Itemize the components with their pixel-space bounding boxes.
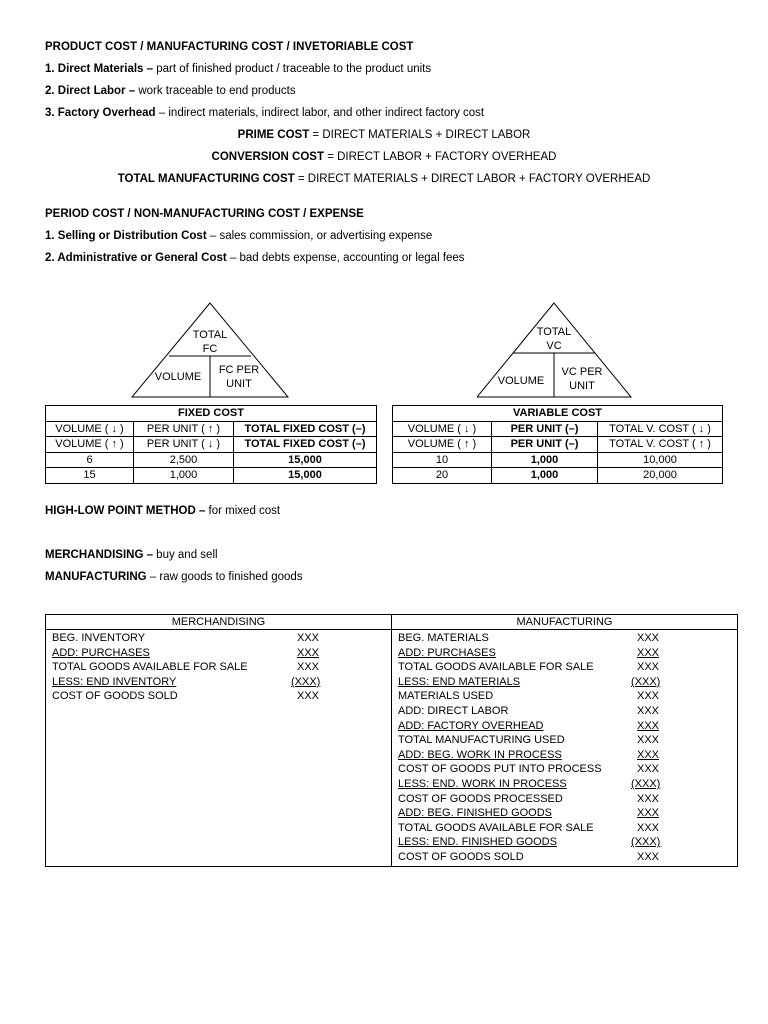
ledger-row-amount: XXX [637, 748, 660, 761]
product-item-factory-overhead: 3. Factory Overhead – indirect materials, indirect labor, and other indirect factory cost [45, 107, 485, 119]
manufacturing-ledger-title: MANUFACTURING [392, 615, 737, 630]
fixed-triangle-left-label: VOLUME [154, 371, 202, 383]
fixed-cost-table [45, 405, 377, 484]
table-row: 15 1,000 15,000 [46, 468, 377, 484]
merchandising-ledger-title: MERCHANDISING [46, 615, 391, 630]
period-item-administrative: 2. Administrative or General Cost – bad debts expense, accounting or legal fees [45, 252, 465, 264]
ledger-row-amount: (XXX) [631, 836, 661, 849]
variable-triangle-left-label: VOLUME [497, 375, 545, 387]
ledger-row-label: TOTAL GOODS AVAILABLE FOR SALE [52, 661, 248, 674]
product-item-direct-materials: 1. Direct Materials – part of finished product / traceable to the product units [45, 63, 432, 75]
ledger-row-label: ADD: BEG. WORK IN PROCESS [398, 748, 562, 761]
manufacturing-ledger [391, 614, 738, 867]
fixed-cost-triangle [130, 300, 290, 400]
ledger-row-label: COST OF GOODS SOLD [398, 851, 524, 863]
ledger-row-label: ADD: FACTORY OVERHEAD [398, 719, 544, 732]
ledger-row-amount: XXX [637, 719, 660, 732]
fixed-cost-table-title: FIXED COST [46, 406, 377, 422]
ledger-row-label: LESS: END INVENTORY [52, 675, 177, 688]
ledger-row-amount: XXX [637, 705, 660, 717]
merchandising-ledger [45, 614, 392, 867]
product-item-direct-labor: 2. Direct Labor – work traceable to end products [45, 85, 296, 97]
merchandising-definition: MERCHANDISING – buy and sell [45, 549, 218, 561]
ledger-row-amount: (XXX) [631, 675, 661, 688]
ledger-row-label: COST OF GOODS SOLD [52, 690, 178, 703]
ledger-row-amount: XXX [637, 807, 660, 820]
period-item-selling: 1. Selling or Distribution Cost – sales commission, or advertising expense [45, 230, 433, 242]
ledger-row-label: LESS: END. WORK IN PROCESS [398, 778, 567, 790]
ledger-row-label: TOTAL MANUFACTURING USED [398, 734, 565, 747]
ledger-row-amount: XXX [297, 690, 320, 703]
variable-triangle-top-label: TOTAL VC [536, 326, 572, 352]
ledger-row-label: ADD: DIRECT LABOR [398, 705, 509, 717]
ledger-row-label: COST OF GOODS PROCESSED [398, 792, 563, 805]
variable-cost-triangle [477, 300, 637, 400]
ledger-row-amount: XXX [637, 632, 660, 644]
formula-conversion-cost: CONVERSION COST = DIRECT LABOR + FACTORY OVERHEAD [211, 151, 557, 163]
ledger-row-amount: XXX [637, 851, 660, 863]
ledger-row-label: ADD: BEG. FINISHED GOODS [398, 807, 553, 820]
ledger-row-label: COST OF GOODS PUT INTO PROCESS [398, 763, 602, 776]
ledger-row-label: TOTAL GOODS AVAILABLE FOR SALE [398, 661, 594, 674]
variable-cost-table [392, 405, 723, 484]
ledger-row-label: BEG. INVENTORY [52, 632, 146, 644]
ledger-row-label: LESS: END MATERIALS [398, 675, 521, 688]
ledger-row-label: TOTAL GOODS AVAILABLE FOR SALE [398, 821, 594, 834]
fixed-triangle-right-label: FC PER UNIT [218, 364, 260, 390]
ledger-row-label: LESS: END. FINISHED GOODS [398, 836, 557, 849]
ledger-row-amount: XXX [637, 763, 660, 776]
table-row: 20 1,000 20,000 [393, 468, 723, 484]
formula-total-manufacturing-cost: TOTAL MANUFACTURING COST = DIRECT MATERIALS + DIRECT LABOR + FACTORY OVERHEAD [117, 173, 651, 185]
ledger-row-amount: XXX [637, 821, 660, 834]
ledger-row-label: ADD: PURCHASES [398, 646, 496, 659]
manufacturing-definition: MANUFACTURING – raw goods to finished goods [45, 571, 303, 583]
formula-prime-cost: PRIME COST = DIRECT MATERIALS + DIRECT LABOR [237, 129, 531, 141]
period-cost-heading: PERIOD COST / NON-MANUFACTURING COST / EXPENSE [45, 208, 364, 220]
ledger-row-amount: XXX [637, 690, 660, 703]
ledger-row-amount: XXX [297, 632, 320, 644]
ledger-row-amount: XXX [637, 646, 660, 659]
table-row: VOLUME ( ↑ ) PER UNIT (–) TOTAL V. COST ( ↑ ) [393, 437, 723, 453]
ledger-row-amount: XXX [637, 734, 660, 747]
ledger-row-amount: (XXX) [631, 778, 661, 790]
ledger-row-label: BEG. MATERIALS [398, 632, 489, 644]
table-row: 10 1,000 10,000 [393, 452, 723, 468]
ledger-row-label: ADD: PURCHASES [52, 646, 150, 659]
table-row: 6 2,500 15,000 [46, 452, 377, 468]
fixed-triangle-top-label: TOTAL FC [192, 329, 228, 355]
ledger-row-amount: XXX [637, 661, 660, 674]
high-low-definition: HIGH-LOW POINT METHOD – for mixed cost [45, 505, 281, 517]
ledger-row-amount: XXX [637, 792, 660, 805]
ledger-row-amount: (XXX) [291, 675, 321, 688]
ledger-row-label: MATERIALS USED [398, 690, 494, 703]
product-cost-heading: PRODUCT COST / MANUFACTURING COST / INVETORIABLE COST [45, 41, 414, 53]
variable-cost-table-title: VARIABLE COST [393, 406, 723, 422]
ledger-row-amount: XXX [297, 646, 320, 659]
table-row: VOLUME ( ↓ ) PER UNIT (–) TOTAL V. COST ( ↓ ) [393, 421, 723, 437]
variable-triangle-right-label: VC PER UNIT [561, 366, 603, 392]
table-row: VOLUME ( ↓ ) PER UNIT ( ↑ ) TOTAL FIXED COST (–) [46, 421, 377, 437]
ledger-row-amount: XXX [297, 661, 320, 674]
table-row: VOLUME ( ↑ ) PER UNIT ( ↓ ) TOTAL FIXED COST (–) [46, 437, 377, 453]
